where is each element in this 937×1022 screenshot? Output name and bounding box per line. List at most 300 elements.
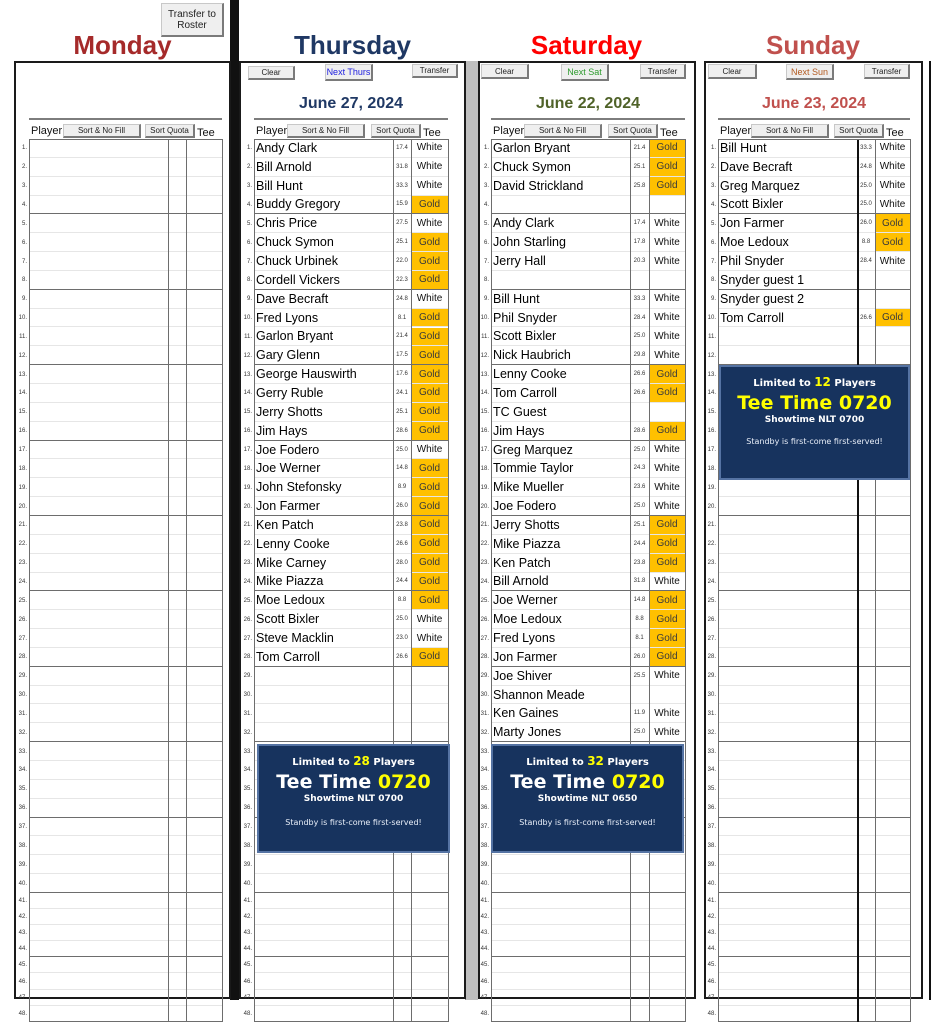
tee-cell[interactable] <box>875 705 910 724</box>
tee-cell[interactable]: Gold <box>411 422 448 441</box>
row-number: 2. <box>483 164 489 171</box>
tee-cell[interactable] <box>875 836 910 855</box>
tee-cell[interactable]: Gold <box>411 384 448 403</box>
transfer-to-roster-label-1: Transfer to <box>168 8 216 20</box>
player-name-cell[interactable]: Mike Piazza <box>254 573 393 592</box>
sunday-info-box <box>719 365 910 480</box>
row-number: 43. <box>243 930 252 937</box>
tee-cell[interactable] <box>875 290 910 309</box>
quota-cell: 17.4 <box>630 214 649 233</box>
player-name-cell[interactable]: Garlon Bryant <box>254 328 393 347</box>
tee-cell[interactable] <box>875 610 910 629</box>
tee-cell[interactable] <box>875 686 910 705</box>
player-name-cell[interactable]: Marty Jones <box>491 723 630 742</box>
player-name-cell[interactable]: Mike Mueller <box>491 478 630 497</box>
quota-cell: 23.6 <box>630 478 649 497</box>
player-name-cell[interactable] <box>718 705 857 724</box>
player-name-cell[interactable]: Tom Carroll <box>718 309 857 328</box>
tee-cell[interactable]: Gold <box>411 346 448 365</box>
table-row <box>0 941 937 957</box>
quota-cell: 24.4 <box>630 535 649 554</box>
quota-cell: 28.4 <box>630 309 649 328</box>
player-name-cell[interactable] <box>718 836 857 855</box>
player-name-cell[interactable] <box>718 554 857 573</box>
player-name-cell[interactable]: Moe Ledoux <box>491 610 630 629</box>
saturday-next-button[interactable] <box>561 64 609 81</box>
player-name-cell[interactable]: Scott Bixler <box>718 196 857 215</box>
next-sun-label: Next Sun <box>790 66 829 77</box>
tee-cell[interactable]: Gold <box>649 629 685 648</box>
row-number: 29. <box>18 673 27 680</box>
player-name-cell[interactable]: Gary Glenn <box>254 346 393 365</box>
tee-cell[interactable] <box>875 591 910 610</box>
player-name-cell[interactable]: Jon Farmer <box>491 648 630 667</box>
row-number: 23. <box>18 560 27 567</box>
sunday-sort-no-fill-button[interactable] <box>751 124 829 138</box>
monday-sort-no-fill-button[interactable] <box>63 124 141 138</box>
tee-cell[interactable] <box>875 761 910 780</box>
tee-cell[interactable]: White <box>649 252 685 271</box>
quota-cell: 8.8 <box>857 233 875 252</box>
quota-cell: 8.1 <box>393 309 411 328</box>
player-name-cell[interactable]: Cordell Vickers <box>254 271 393 290</box>
row-number: 22. <box>243 541 252 548</box>
player-name-cell[interactable] <box>718 909 857 925</box>
tee-cell[interactable]: Gold <box>411 365 448 384</box>
row-number: 2. <box>246 164 252 171</box>
transfer-label: Transfer <box>419 66 450 75</box>
row-number: 11. <box>244 333 252 340</box>
row-number: 32. <box>18 729 27 736</box>
player-name-cell[interactable]: Gerry Ruble <box>254 384 393 403</box>
tee-cell[interactable]: Gold <box>649 139 685 158</box>
tee-cell[interactable] <box>875 554 910 573</box>
tee-cell[interactable]: Gold <box>411 252 448 271</box>
quota-cell <box>857 328 875 347</box>
quota-cell <box>857 799 875 818</box>
row-number: 43. <box>480 930 489 937</box>
player-name-cell[interactable] <box>718 629 857 648</box>
thursday-next-button[interactable] <box>325 64 373 81</box>
player-name-cell[interactable]: Andy Clark <box>254 139 393 158</box>
row-number: 48. <box>480 1010 489 1017</box>
tee-cell[interactable]: Gold <box>411 271 448 290</box>
player-name-cell[interactable] <box>718 667 857 686</box>
tee-cell[interactable]: Gold <box>875 233 910 252</box>
tee-cell[interactable] <box>875 742 910 761</box>
player-name-cell[interactable]: Bill Arnold <box>491 573 630 592</box>
player-name-cell[interactable]: Joe Werner <box>491 591 630 610</box>
player-name-cell[interactable]: David Strickland <box>491 177 630 196</box>
row-number: 20. <box>18 503 27 510</box>
tee-cell[interactable] <box>875 957 910 973</box>
tee-cell[interactable]: Gold <box>649 365 685 384</box>
table-row <box>0 705 937 724</box>
player-name-cell[interactable] <box>718 893 857 909</box>
player-name-cell[interactable]: Ken Patch <box>254 516 393 535</box>
tee-cell[interactable]: Gold <box>411 478 448 497</box>
player-name-cell[interactable]: Chuck Symon <box>254 233 393 252</box>
column-divider <box>857 139 859 1022</box>
saturday-info-box <box>491 744 684 853</box>
tee-cell[interactable]: White <box>649 233 685 252</box>
tee-cell[interactable]: Gold <box>411 516 448 535</box>
tee-cell[interactable] <box>875 629 910 648</box>
tee-cell[interactable]: White <box>875 158 910 177</box>
player-name-cell[interactable] <box>718 761 857 780</box>
player-name-cell[interactable] <box>718 328 857 347</box>
tee-cell[interactable]: White <box>649 723 685 742</box>
player-name-cell[interactable]: Jerry Shotts <box>491 516 630 535</box>
tee-cell[interactable]: White <box>411 214 448 233</box>
tee-cell[interactable]: Gold <box>649 158 685 177</box>
tee-cell[interactable]: White <box>649 667 685 686</box>
player-name-cell[interactable]: John Stefonsky <box>254 478 393 497</box>
row-number: 18. <box>480 465 489 472</box>
player-name-cell[interactable]: Phil Snyder <box>718 252 857 271</box>
player-name-cell[interactable]: Ken Gaines <box>491 705 630 724</box>
tee-cell[interactable] <box>875 893 910 909</box>
player-name-cell[interactable]: Joe Shiver <box>491 667 630 686</box>
tee-cell[interactable]: Gold <box>411 459 448 478</box>
tee-cell[interactable]: Gold <box>649 610 685 629</box>
sunday-sort-quota-button[interactable] <box>834 124 884 138</box>
row-number: 45. <box>18 962 27 969</box>
player-name-cell[interactable]: Moe Ledoux <box>254 591 393 610</box>
row-number: 21. <box>480 522 489 529</box>
sunday-header-rule <box>718 118 910 120</box>
player-name-cell[interactable]: Chris Price <box>254 214 393 233</box>
player-name-cell[interactable]: Dave Becraft <box>718 158 857 177</box>
tee-cell[interactable]: White <box>649 497 685 516</box>
player-name-cell[interactable]: Shannon Meade <box>491 686 630 705</box>
tee-cell[interactable]: White <box>649 214 685 233</box>
tee-cell[interactable]: White <box>875 139 910 158</box>
table-row <box>0 836 937 855</box>
table-row <box>0 761 937 780</box>
player-name-cell[interactable]: Bill Arnold <box>254 158 393 177</box>
player-name-cell[interactable]: Greg Marquez <box>491 441 630 460</box>
tee-cell[interactable] <box>875 855 910 874</box>
player-name-cell[interactable]: Jerry Hall <box>491 252 630 271</box>
row-number: 9. <box>21 296 27 303</box>
player-name-cell[interactable]: Bill Hunt <box>491 290 630 309</box>
sort-no-fill-label: Sort & No Fill <box>765 126 814 135</box>
thursday-sort-no-fill-button[interactable] <box>287 124 365 138</box>
row-number: 17. <box>243 447 252 454</box>
player-name-cell[interactable] <box>718 818 857 837</box>
quota-cell <box>857 610 875 629</box>
player-name-cell[interactable]: Andy Clark <box>491 214 630 233</box>
player-name-cell[interactable] <box>718 573 857 592</box>
sunday-transfer-button[interactable] <box>864 64 910 79</box>
row-number: 39. <box>243 861 252 868</box>
tee-cell[interactable]: Gold <box>649 554 685 573</box>
player-name-cell[interactable]: Tom Carroll <box>491 384 630 403</box>
tee-cell[interactable]: White <box>411 629 448 648</box>
tee-cell[interactable] <box>875 909 910 925</box>
tee-cell[interactable] <box>875 780 910 799</box>
row-number: 38. <box>707 842 716 849</box>
player-name-cell[interactable] <box>718 648 857 667</box>
tee-cell[interactable] <box>875 941 910 957</box>
transfer-to-roster-label-2: Roster <box>177 19 207 31</box>
player-name-cell[interactable]: Steve Macklin <box>254 629 393 648</box>
tee-cell[interactable]: Gold <box>649 177 685 196</box>
monday-player-column-header: Player <box>31 125 63 137</box>
tee-cell[interactable]: Gold <box>411 328 448 347</box>
player-name-cell[interactable]: Dave Becraft <box>254 290 393 309</box>
tee-cell[interactable]: White <box>875 177 910 196</box>
tee-cell[interactable]: White <box>649 290 685 309</box>
player-name-cell[interactable] <box>718 974 857 990</box>
player-name-cell[interactable]: Jerry Shotts <box>254 403 393 422</box>
quota-cell <box>857 686 875 705</box>
monday-sort-quota-button[interactable] <box>145 124 195 138</box>
player-name-cell[interactable]: Phil Snyder <box>491 309 630 328</box>
tee-cell[interactable]: Gold <box>875 309 910 328</box>
row-number: 46. <box>707 978 716 985</box>
row-number: 27. <box>243 635 252 642</box>
tee-cell[interactable]: White <box>649 573 685 592</box>
quota-cell: 31.8 <box>630 573 649 592</box>
player-name-cell[interactable] <box>718 925 857 941</box>
table-row <box>0 233 937 252</box>
row-number: 42. <box>707 914 716 921</box>
tee-cell[interactable] <box>875 925 910 941</box>
tee-cell[interactable]: White <box>411 441 448 460</box>
tee-cell[interactable]: White <box>649 328 685 347</box>
tee-cell[interactable]: Gold <box>411 196 448 215</box>
tee-cell[interactable]: Gold <box>411 573 448 592</box>
tee-cell[interactable]: White <box>649 309 685 328</box>
tee-cell[interactable]: Gold <box>411 554 448 573</box>
row-number: 40. <box>480 880 489 887</box>
tee-cell[interactable] <box>875 974 910 990</box>
sunday-date: June 23, 2024 <box>761 95 867 112</box>
quota-cell: 8.8 <box>393 591 411 610</box>
quota-cell: 20.3 <box>630 252 649 271</box>
player-name-cell[interactable] <box>718 686 857 705</box>
tee-cell[interactable]: Gold <box>649 591 685 610</box>
tee-cell[interactable] <box>875 328 910 347</box>
tee-cell[interactable] <box>875 799 910 818</box>
table-row <box>0 648 937 667</box>
row-number: 35. <box>243 786 252 793</box>
tee-cell[interactable]: White <box>411 290 448 309</box>
tee-cell[interactable]: Gold <box>411 591 448 610</box>
tee-cell[interactable]: Gold <box>649 535 685 554</box>
tee-cell[interactable]: Gold <box>411 648 448 667</box>
tee-cell[interactable]: White <box>649 459 685 478</box>
player-name-cell[interactable] <box>718 780 857 799</box>
tee-cell[interactable] <box>875 271 910 290</box>
player-name-cell[interactable]: Joe Fodero <box>254 441 393 460</box>
column-divider <box>718 139 719 1022</box>
player-name-cell[interactable]: Greg Marquez <box>718 177 857 196</box>
player-name-cell[interactable]: Joe Werner <box>254 459 393 478</box>
tee-cell[interactable]: White <box>875 252 910 271</box>
tee-cell[interactable] <box>875 990 910 1006</box>
player-name-cell[interactable] <box>718 855 857 874</box>
player-name-cell[interactable]: Fred Lyons <box>254 309 393 328</box>
row-number: 31. <box>707 710 716 717</box>
thursday-title: Thursday <box>293 30 412 60</box>
sunday-clear-button[interactable] <box>708 64 757 79</box>
quota-cell: 25.0 <box>630 328 649 347</box>
tee-cell[interactable]: Gold <box>649 422 685 441</box>
quota-cell: 24.8 <box>393 290 411 309</box>
player-name-cell[interactable] <box>718 799 857 818</box>
player-name-cell[interactable]: Jon Farmer <box>254 497 393 516</box>
tee-cell[interactable]: White <box>411 177 448 196</box>
tee-cell[interactable]: Gold <box>411 233 448 252</box>
tee-cell[interactable] <box>875 346 910 365</box>
tee-cell[interactable] <box>875 874 910 893</box>
player-limit: 32 <box>587 754 604 768</box>
player-name-cell[interactable] <box>718 478 857 497</box>
player-name-cell[interactable]: Bill Hunt <box>254 177 393 196</box>
tee-cell[interactable] <box>875 667 910 686</box>
player-name-cell[interactable] <box>718 874 857 893</box>
player-name-cell[interactable]: Mike Piazza <box>491 535 630 554</box>
player-name-cell[interactable]: Bill Hunt <box>718 139 857 158</box>
sunday-next-button[interactable] <box>786 64 834 80</box>
player-name-cell[interactable]: Snyder guest 2 <box>718 290 857 309</box>
sunday-player-column-header: Player <box>720 125 752 137</box>
player-name-cell[interactable]: John Starling <box>491 233 630 252</box>
tee-cell[interactable] <box>875 1006 910 1022</box>
tee-cell[interactable]: Gold <box>411 535 448 554</box>
player-name-cell[interactable] <box>718 346 857 365</box>
quota-cell: 25.5 <box>630 667 649 686</box>
tee-cell[interactable] <box>875 478 910 497</box>
player-name-cell[interactable]: Lenny Cooke <box>254 535 393 554</box>
player-name-cell[interactable] <box>718 1006 857 1022</box>
player-name-cell[interactable]: George Hauswirth <box>254 365 393 384</box>
tee-cell[interactable]: Gold <box>875 214 910 233</box>
row-number: 10. <box>243 315 252 322</box>
quota-cell: 26.6 <box>393 535 411 554</box>
tee-cell[interactable]: Gold <box>411 497 448 516</box>
player-name-cell[interactable]: Jim Hays <box>491 422 630 441</box>
player-name-cell[interactable] <box>718 990 857 1006</box>
row-number: 16. <box>480 428 489 435</box>
player-name-cell[interactable] <box>718 516 857 535</box>
player-name-cell[interactable]: Scott Bixler <box>491 328 630 347</box>
player-name-cell[interactable]: Ken Patch <box>491 554 630 573</box>
row-number: 30. <box>18 692 27 699</box>
quota-cell: 31.8 <box>393 158 411 177</box>
player-name-cell[interactable]: Mike Carney <box>254 554 393 573</box>
player-name-cell[interactable]: Jim Hays <box>254 422 393 441</box>
tee-cell[interactable]: White <box>649 478 685 497</box>
player-name-cell[interactable]: Chuck Symon <box>491 158 630 177</box>
saturday-clear-button[interactable] <box>481 64 529 79</box>
row-number: 19. <box>18 484 27 491</box>
sunday-title: Sunday <box>766 30 860 60</box>
saturday-transfer-button[interactable] <box>640 64 686 79</box>
player-name-cell[interactable] <box>718 723 857 742</box>
tee-cell[interactable]: White <box>649 346 685 365</box>
tee-cell[interactable] <box>875 573 910 592</box>
tee-cell[interactable]: White <box>411 610 448 629</box>
quota-cell: 14.8 <box>630 591 649 610</box>
clear-label: Clear <box>494 66 515 76</box>
player-name-cell[interactable]: Snyder guest 1 <box>718 271 857 290</box>
row-number: 4. <box>246 201 252 208</box>
row-number: 45. <box>243 962 252 969</box>
tee-cell[interactable]: Gold <box>649 516 685 535</box>
tee-cell[interactable]: Gold <box>649 384 685 403</box>
player-name-cell[interactable] <box>718 497 857 516</box>
row-number: 8. <box>246 277 252 284</box>
row-number: 4. <box>710 201 716 208</box>
thursday-clear-button[interactable] <box>248 66 295 80</box>
tee-cell[interactable]: White <box>649 441 685 460</box>
player-name-cell[interactable]: Scott Bixler <box>254 610 393 629</box>
row-number: 25. <box>480 597 489 604</box>
tee-cell[interactable]: Gold <box>411 309 448 328</box>
tee-cell[interactable] <box>875 535 910 554</box>
thursday-transfer-button[interactable] <box>412 64 458 78</box>
quota-cell: 8.9 <box>393 478 411 497</box>
saturday-sort-quota-button[interactable] <box>608 124 658 138</box>
row-number: 36. <box>707 805 716 812</box>
player-name-cell[interactable]: Tommie Taylor <box>491 459 630 478</box>
player-name-cell[interactable] <box>718 742 857 761</box>
player-name-cell[interactable] <box>718 610 857 629</box>
player-name-cell[interactable] <box>718 957 857 973</box>
tee-cell[interactable] <box>875 516 910 535</box>
player-name-cell[interactable]: Lenny Cooke <box>491 365 630 384</box>
player-name-cell[interactable]: Nick Haubrich <box>491 346 630 365</box>
thursday-sort-quota-button[interactable] <box>371 124 421 138</box>
tee-cell[interactable] <box>875 497 910 516</box>
saturday-sort-no-fill-button[interactable] <box>524 124 602 138</box>
player-name-cell[interactable]: TC Guest <box>491 403 630 422</box>
tee-cell[interactable]: White <box>649 705 685 724</box>
player-name-cell[interactable]: Chuck Urbinek <box>254 252 393 271</box>
player-name-cell[interactable]: Fred Lyons <box>491 629 630 648</box>
tee-cell[interactable]: Gold <box>411 403 448 422</box>
player-name-cell[interactable] <box>718 591 857 610</box>
player-name-cell[interactable]: Moe Ledoux <box>718 233 857 252</box>
tee-cell[interactable] <box>875 818 910 837</box>
player-name-cell[interactable] <box>718 535 857 554</box>
tee-cell[interactable] <box>875 723 910 742</box>
tee-cell[interactable]: White <box>875 196 910 215</box>
quota-cell <box>857 271 875 290</box>
player-name-cell[interactable]: Joe Fodero <box>491 497 630 516</box>
row-number: 1. <box>21 145 27 152</box>
player-name-cell[interactable]: Garlon Bryant <box>491 139 630 158</box>
tee-time-value: 0720 <box>611 771 665 793</box>
player-name-cell[interactable]: Buddy Gregory <box>254 196 393 215</box>
table-row <box>0 214 937 233</box>
tee-cell[interactable]: White <box>411 139 448 158</box>
next-thurs-label: Next Thurs <box>326 67 371 77</box>
tee-cell[interactable]: White <box>411 158 448 177</box>
tee-cell[interactable]: Gold <box>649 648 685 667</box>
player-name-cell[interactable] <box>718 941 857 957</box>
player-name-cell[interactable]: Tom Carroll <box>254 648 393 667</box>
row-number: 37. <box>480 824 489 831</box>
row-number: 36. <box>243 805 252 812</box>
player-name-cell[interactable]: Jon Farmer <box>718 214 857 233</box>
tee-cell[interactable] <box>875 648 910 667</box>
quota-cell: 28.6 <box>630 422 649 441</box>
